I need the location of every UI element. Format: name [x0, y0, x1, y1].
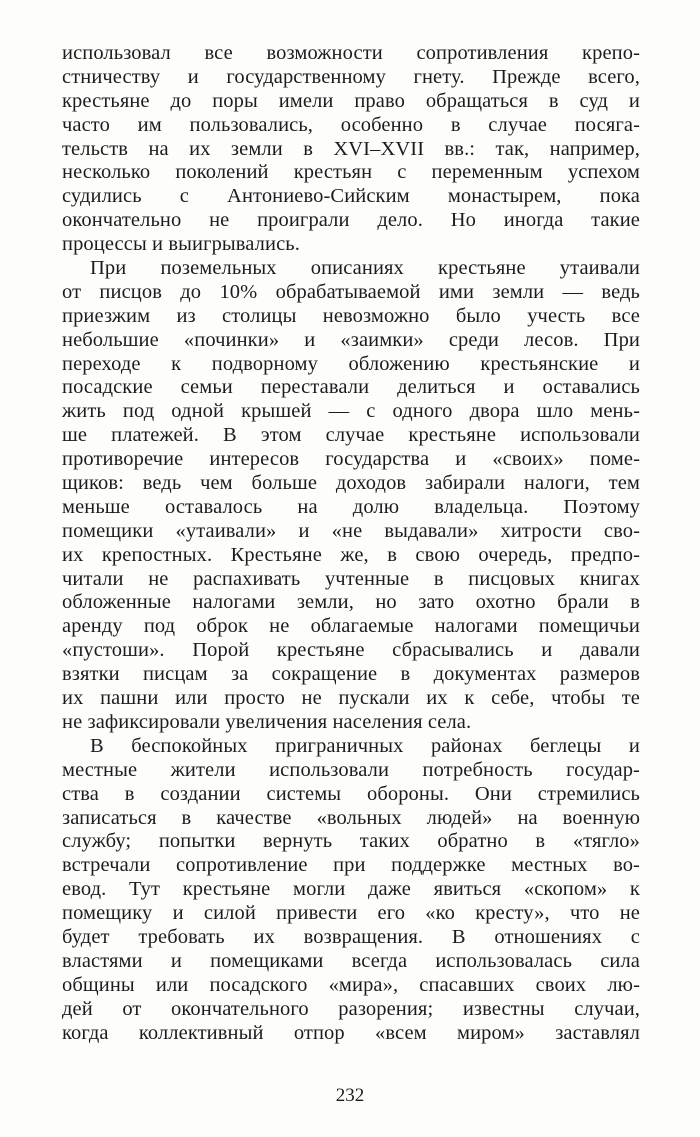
text-line: общины или посадского «мира», спасавших своих лю-	[62, 973, 640, 996]
text-line: властями и помещиками всегда использовалась сила	[62, 949, 640, 972]
text-line: ства в создании системы обороны. Они стремились	[62, 782, 640, 805]
text-line: читали не распахивать учтенные в писцовых книгах	[62, 567, 640, 590]
text-line: местные жители использовали потребность государ-	[62, 758, 640, 781]
text-line: записаться в качестве «вольных людей» на военную	[62, 806, 640, 829]
text-line: крестьяне до поры имели право обращаться в суд и	[62, 89, 640, 112]
text-line: встречали сопротивление при поддержке местных во-	[62, 854, 640, 877]
text-line: тельств на их земли в XVI–XVII вв.: так, например,	[62, 137, 640, 160]
text-line: помещику и силой привести его «ко кресту», что не	[62, 902, 640, 925]
text-line: дей от окончательного разорения; известны случаи,	[62, 997, 640, 1020]
paragraph-first-line: В беспокойных приграничных районах беглецы и	[90, 734, 640, 757]
text-line: жить под одной крышей — с одного двора шло мень-	[62, 400, 640, 423]
text-line: их пашни или просто не пускали их к себе, чтобы те	[62, 687, 640, 710]
text-line: не зафиксировали увеличения населения села.	[62, 710, 472, 733]
text-line: их крепостных. Крестьяне же, в свою очередь, предпо-	[62, 543, 640, 566]
body-text	[62, 42, 640, 1045]
text-line: евод. Тут крестьяне могли даже явиться «скопом» к	[62, 878, 640, 901]
text-line: несколько поколений крестьян с переменным успехом	[62, 161, 640, 184]
text-line: ше платежей. В этом случае крестьяне использовали	[62, 424, 640, 447]
text-line: от писцов до 10% обрабатываемой ими земли — ведь	[62, 280, 640, 303]
text-line: стничеству и государственному гнету. Прежде всего,	[62, 65, 640, 88]
text-line: посадские семьи переставали делиться и оставались	[62, 376, 640, 399]
text-line: обложенные налогами земли, но зато охотно брали в	[62, 591, 640, 614]
text-line: использовал все возможности сопротивления крепо-	[62, 42, 640, 64]
text-line: судились с Антониево-Сийским монастырем, пока	[62, 185, 640, 208]
text-line: меньше оставалось на долю владельца. Поэтому	[62, 495, 640, 518]
text-line: службу; попытки вернуть таких обратно в «тягло»	[62, 830, 640, 853]
text-line: помещики «утаивали» и «не выдавали» хитрости сво-	[62, 519, 640, 542]
text-line: взятки писцам за сокращение в документах размеров	[62, 663, 640, 686]
text-line: небольшие «починки» и «заимки» среди лесов. При	[62, 328, 640, 351]
text-line: часто им пользовались, особенно в случае посяга-	[62, 113, 640, 136]
paragraph-first-line: При поземельных описаниях крестьяне утаивали	[90, 257, 640, 280]
text-line: аренду под оброк не облагаемые налогами помещичьи	[62, 615, 640, 638]
text-line: щиков: ведь чем больше доходов забирали налоги, тем	[62, 472, 640, 495]
page-number: 232	[335, 1085, 365, 1106]
text-line: процессы и выигрывались.	[62, 233, 300, 256]
text-line: переходе к подворному обложению крестьянские и	[62, 352, 640, 375]
text-line: будет требовать их возвращения. В отношениях с	[62, 925, 640, 948]
text-line: когда коллективный отпор «всем миром» заставлял	[62, 1021, 640, 1044]
text-line: приезжим из столицы невозможно было учесть все	[62, 304, 640, 327]
text-line: «пустоши». Порой крестьяне сбрасывались и давали	[62, 639, 640, 662]
text-line: окончательно не проиграли дело. Но иногда такие	[62, 209, 640, 232]
text-line: противоречие интересов государства и «своих» поме-	[62, 448, 640, 471]
